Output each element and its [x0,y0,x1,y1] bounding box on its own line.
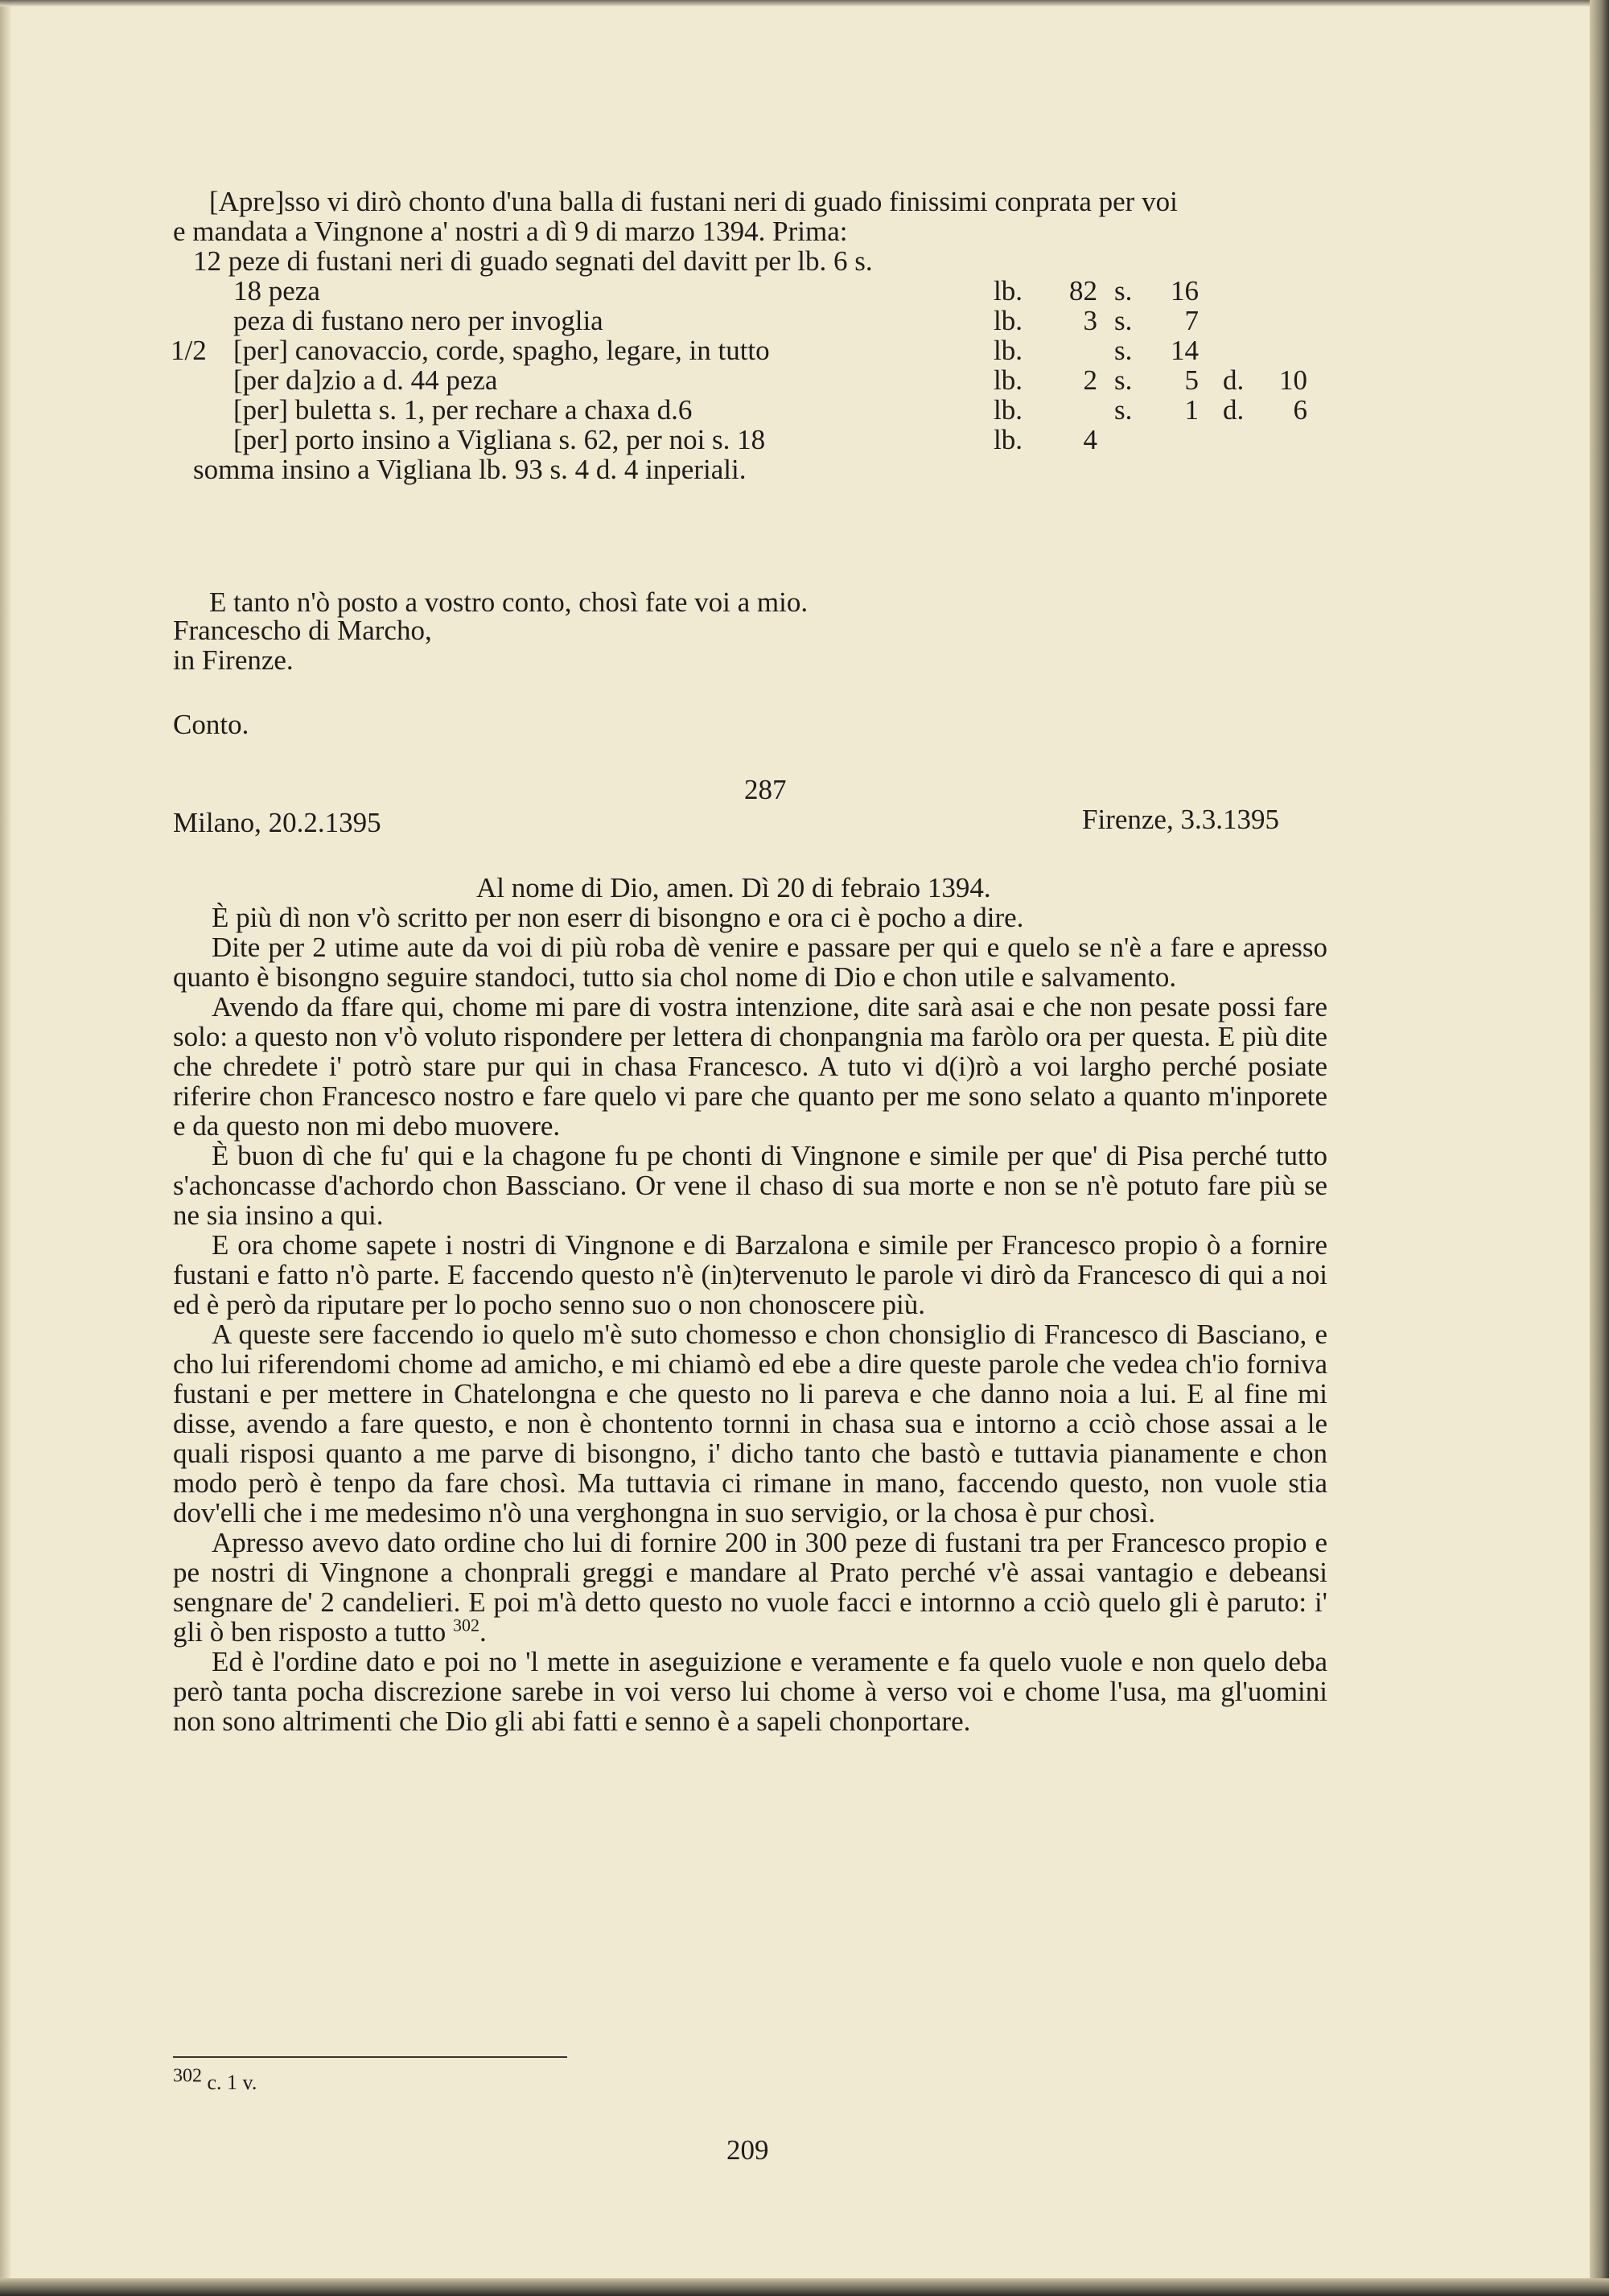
lb-label: lb. [994,364,1023,396]
body-paragraph: È più dì non v'ò scritto per non eserr di bisongno e ora ci è pocho a dire. [212,902,1024,933]
account-item-label: [per] canovaccio, corde, spagho, legare, in tutto [233,335,770,366]
lb-label: lb. [994,424,1023,455]
lb-value: 82 [1069,275,1097,307]
s-label: s. [1114,275,1133,307]
first-item-line: 12 peze di fustani neri di guado segnati del davitt per lb. 6 s. [193,245,873,277]
footnote-ref-punctuation: . [479,1616,487,1648]
body-paragraph: Ed è l'ordine dato e poi no 'l mette in aseguizione e veramente e fa quelo vuole e non quelo deba però tanta pocha discrezione sarebe in voi verso lui chome à verso voi e chome l'usa, ma gl'uomini non sono altrimenti che Dio gli abi fatti e senno è a sapeli chonportare. [173,1646,1327,1737]
page-bottom-edge [0,2278,1609,2296]
s-label: s. [1114,364,1133,396]
footnote [173,2065,257,2095]
body-paragraph: Dite per 2 utime aute da voi di più roba dè venire e passare per qui e quelo se n'è a fare e apresso quanto è bisongno seguire standoci, tutto sia chol nome di Dio e chon utile e salvamento. [173,932,1327,993]
body-paragraph: A queste sere faccendo io quelo m'è suto chomesso e chon chonsiglio di Francesco di Basciano, e cho lui riferendomi chome ad amicho, e mi chiamò ed ebe a dire queste parole che vedea ch'io forniva fustani e per mettere in Chatelongna e che questo no li pareva e che danno noia a lui. E al fine mi disse, avendo a fare questo, e non è chontento tornni in chasa sua e intorno a cciò chose assai a le quali risposi quanto a me parve di bisongno, i' dicho tanto che bastò e tuttavia pianamente e chon modo però è tenpo da fare chosì. Ma tuttavia ci rimane in mano, faccendo questo, non vuole stia dov'elli che i me medesimo n'ò una verghongna in suo servigio, or la chosa è pur chosì. [173,1319,1327,1529]
sum-line: somma insino a Vigliana lb. 93 s. 4 d. 4 inperiali. [193,454,747,485]
closing-line: E tanto n'ò posto a vostro conto, chosì fate voi a mio. [209,586,809,618]
footnote-reference[interactable]: 302 [453,1615,480,1636]
page-top-edge [0,0,1609,6]
lb-label: lb. [994,394,1023,426]
s-label: s. [1114,394,1133,426]
lb-value: 3 [1083,305,1097,336]
lb-value: 2 [1083,364,1097,396]
destination-place-date: Firenze, 3.3.1395 [1082,804,1279,835]
lb-label: lb. [994,335,1023,366]
letter-body [173,903,1327,1736]
account-item-label: [per] porto insino a Vigliana s. 62, per noi s. 18 [233,424,766,455]
account-item-label: [per] buletta s. 1, per rechare a chaxa d.6 [233,394,693,426]
s-value: 14 [1171,335,1199,366]
intro-line-1: [Apre]sso vi dirò chonto d'una balla di fustani neri di guado finissimi conprata per voi [209,186,1178,217]
d-label: d. [1223,364,1245,396]
s-value: 5 [1184,364,1199,396]
s-value: 16 [1171,275,1199,307]
lb-label: lb. [994,275,1023,307]
letter-number: 287 [744,774,787,805]
footnote-text: c. 1 v. [207,2071,257,2094]
page-number: 209 [726,2134,769,2166]
d-value: 6 [1293,394,1307,426]
d-value: 10 [1279,364,1307,396]
letter-note: Conto. [173,709,249,740]
account-item-label: [per da]zio a d. 44 peza [233,364,498,396]
signature-name: Francescho di Marcho, [173,615,432,646]
d-label: d. [1223,394,1245,426]
half-prefix: 1/2 [171,335,207,366]
page-right-edge [1590,0,1609,2296]
invocation: Al nome di Dio, amen. Dì 20 di febraio 1394. [476,872,991,903]
body-paragraph: È buon dì che fu' qui e la chagone fu pe chonti di Vingnone e simile per que' di Pisa perché tutto s'achoncasse d'achordo chon Bassciano. Or vene il chaso di sua morte e non se n'è potuto fare più se ne sia insino a qui. [173,1140,1327,1231]
account-item-label: 18 peza [233,275,320,307]
body-paragraph: E ora chome sapete i nostri di Vingnone e di Barzalona e simile per Francesco propio ò a fornire fustani e fatto n'ò parte. E faccendo questo n'è (in)tervenuto le parole vi dirò da Francesco di qui a noi ed è però da riputare per lo pocho senno suo o non chonoscere più. [173,1229,1327,1320]
footnote-divider [173,2056,567,2058]
body-paragraph: Avendo da ffare qui, chome mi pare di vostra intenzione, dite sarà asai e che non pesate possi fare solo: a questo non v'ò voluto rispondere per lettera di chonpangnia ma faròlo ora per questa. E più dite che chredete i' potrò stare pur qui in chasa Francesco. A tuto vi d(i)rò a voi largho perché posiate riferire chon Francesco nostro e fare quelo vi pare che quanto per me sono selato a quanto m'inporete e da questo non mi debo muovere. [173,991,1327,1142]
intro-line-2: e mandata a Vingnone a' nostri a dì 9 di marzo 1394. Prima: [173,216,848,247]
lb-value: 4 [1083,424,1097,455]
paragraph-text: Apresso avevo dato ordine cho lui di fornire 200 in 300 peze di fustani tra per Francesco propio e pe nostri di Vingnone a chonprali greggi e mandare al Prato perché v'è assai vantagio e debeansi sengnare de' 2 candelieri. E poi m'à detto questo no vuole facci e intornno a cciò quelo gli è paruto: i' gli ò ben risposto a tutto [173,1527,1327,1648]
book-spine [0,0,11,2296]
s-value: 7 [1184,305,1199,336]
s-label: s. [1114,305,1133,336]
origin-place-date: Milano, 20.2.1395 [173,807,381,838]
lb-label: lb. [994,305,1023,336]
footnote-number: 302 [173,2065,202,2087]
account-item-label: peza di fustano nero per invoglia [233,305,603,336]
body-paragraph-with-note [173,1528,1327,1647]
signature-place: in Firenze. [173,644,294,676]
s-label: s. [1114,335,1133,366]
s-value: 1 [1184,394,1199,426]
